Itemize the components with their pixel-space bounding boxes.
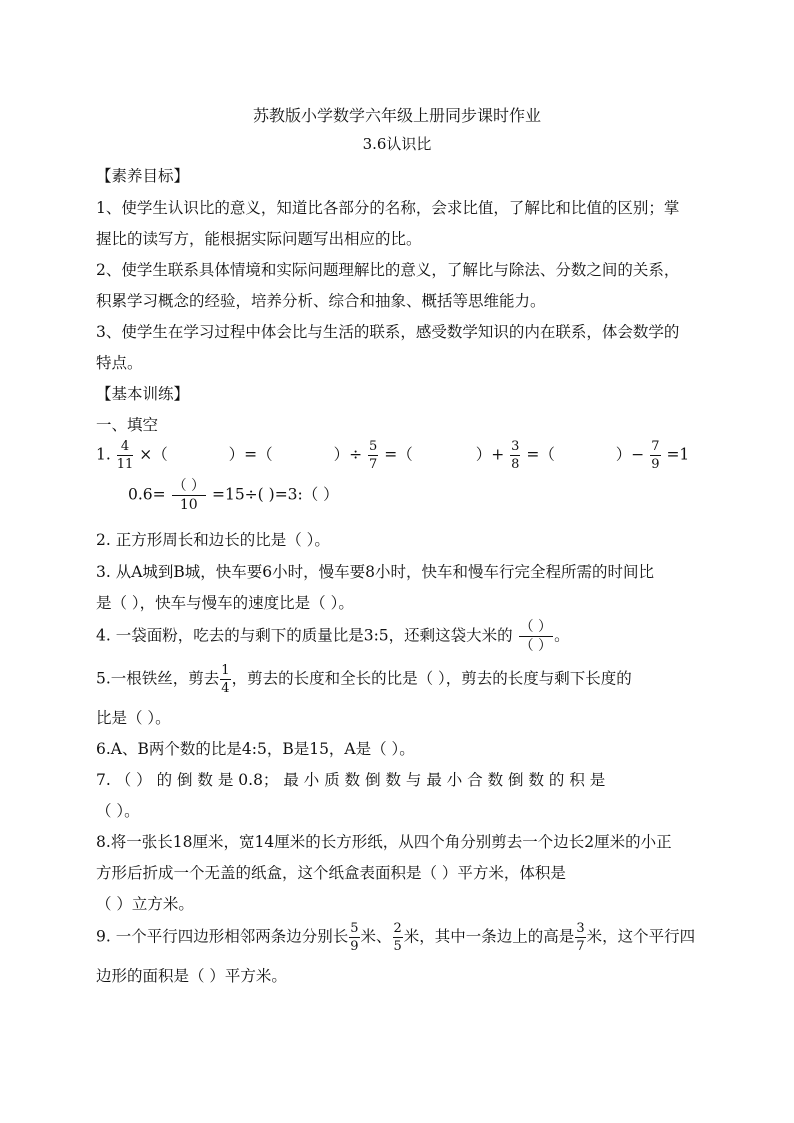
fraction-4-11: $\frac{4}{11}$	[116, 439, 134, 472]
question-3-line-1: 3. 从A城到B城，快车要6小时，慢车要8小时，快车和慢车行完全程所需的时间比	[96, 563, 655, 581]
q5-text-a: 5.一根铁丝，剪去	[96, 669, 220, 688]
question-2: 2. 正方形周长和边长的比是（ ）。	[96, 531, 330, 549]
goal-2-line-2: 积累学习概念的经验，培养分析、综合和抽象、概括等思维能力。	[96, 292, 546, 310]
question-5-line-1	[96, 664, 632, 695]
q1-prefix: 1.	[96, 445, 111, 464]
basic-training-heading: 【基本训练】	[96, 385, 190, 403]
question-4	[96, 620, 570, 653]
part-1-heading: 一、填空	[96, 416, 159, 434]
q1-text-7: ）−	[615, 445, 645, 464]
q1-text-4: =（	[384, 445, 413, 464]
question-1-line-2	[128, 479, 339, 512]
goal-1-line-1: 1、使学生认识比的意义，知道比各部分的名称，会求比值，了解比和比值的区别；掌	[96, 199, 680, 217]
fraction-5-9: $\frac{5}{9}$	[350, 921, 359, 954]
fraction-blank-blank: $\frac{( )}{( )}$	[519, 619, 553, 654]
goal-1-line-2: 握比的读写方，能根据实际问题写出相应的比。	[96, 230, 422, 248]
q9-text-a: 9. 一个平行四边形相邻两条边分别长	[96, 927, 349, 946]
fraction-1-4: $\frac{1}{4}$	[221, 663, 230, 696]
fraction-5-7: $\frac{5}{7}$	[369, 439, 378, 472]
fraction-7-9: $\frac{7}{9}$	[651, 439, 660, 472]
q1-text-8: =1	[666, 445, 690, 464]
q9-text-b: 米、	[360, 927, 392, 946]
goals-heading: 【素养目标】	[96, 167, 190, 185]
q1-text-3: ）÷	[333, 445, 363, 464]
q5-text-b: ，剪去的长度和全长的比是（ ），剪去的长度与剩下长度的	[231, 669, 632, 688]
question-8-line-1: 8.将一张长18厘米，宽14厘米的长方形纸，从四个角分别剪去一个边长2厘米的小正	[96, 833, 672, 851]
goal-2-line-1: 2、使学生联系具体情境和实际问题理解比的意义，了解比与除法、分数之间的关系，	[96, 261, 680, 279]
question-7-line-1: 7. （ ） 的 倒 数 是 0.8； 最 小 质 数 倒 数 与 最 小 合 数 倒 数 的 积 是	[96, 771, 606, 789]
q1-text-2: ）=（	[228, 445, 273, 464]
question-7-line-2: （ ）。	[96, 802, 140, 820]
fraction-3-7: $\frac{3}{7}$	[576, 921, 585, 954]
page-subtitle: 3.6认识比	[362, 135, 432, 153]
q1-text-1: ×（	[139, 445, 168, 464]
q4-end: 。	[554, 626, 570, 645]
question-1-line-1	[96, 440, 689, 471]
question-6: 6.A、B两个数的比是4:5，B是15，A是（ ）。	[96, 740, 415, 758]
goal-3-line-2: 特点。	[96, 354, 143, 372]
q4-text: 4. 一袋面粉，吃去的与剩下的质量比是3:5，还剩这袋大米的	[96, 626, 513, 645]
q1-line2-text-b: =15÷( )=3:（ ）	[211, 485, 339, 504]
fraction-3-8: $\frac{3}{8}$	[511, 439, 520, 472]
question-9-line-1	[96, 922, 695, 953]
fraction-blank-10: $\frac{( )}{10}$	[172, 478, 206, 513]
q9-text-c: 米，其中一条边上的高是	[403, 927, 575, 946]
goal-3-line-1: 3、使学生在学习过程中体会比与生活的联系，感受数学知识的内在联系，体会数学的	[96, 323, 680, 341]
question-5-line-2: 比是（ ）。	[96, 709, 171, 727]
question-8-line-2: 方形后折成一个无盖的纸盒，这个纸盒表面积是（ ）平方米，体积是	[96, 864, 566, 882]
q9-text-d: 米，这个平行四	[586, 927, 696, 946]
fraction-2-5: $\frac{2}{5}$	[393, 921, 402, 954]
q1-line2-text-a: 0.6=	[128, 485, 166, 504]
question-8-line-3: （ ）立方米。	[96, 895, 194, 913]
page-title: 苏教版小学数学六年级上册同步课时作业	[252, 106, 541, 125]
q1-text-5: ）+	[475, 445, 505, 464]
q1-text-6: =（	[526, 445, 555, 464]
question-3-line-2: 是（ ），快车与慢车的速度比是（ ）。	[96, 594, 354, 612]
question-9-line-2: 边形的面积是（ ）平方米。	[96, 967, 287, 985]
